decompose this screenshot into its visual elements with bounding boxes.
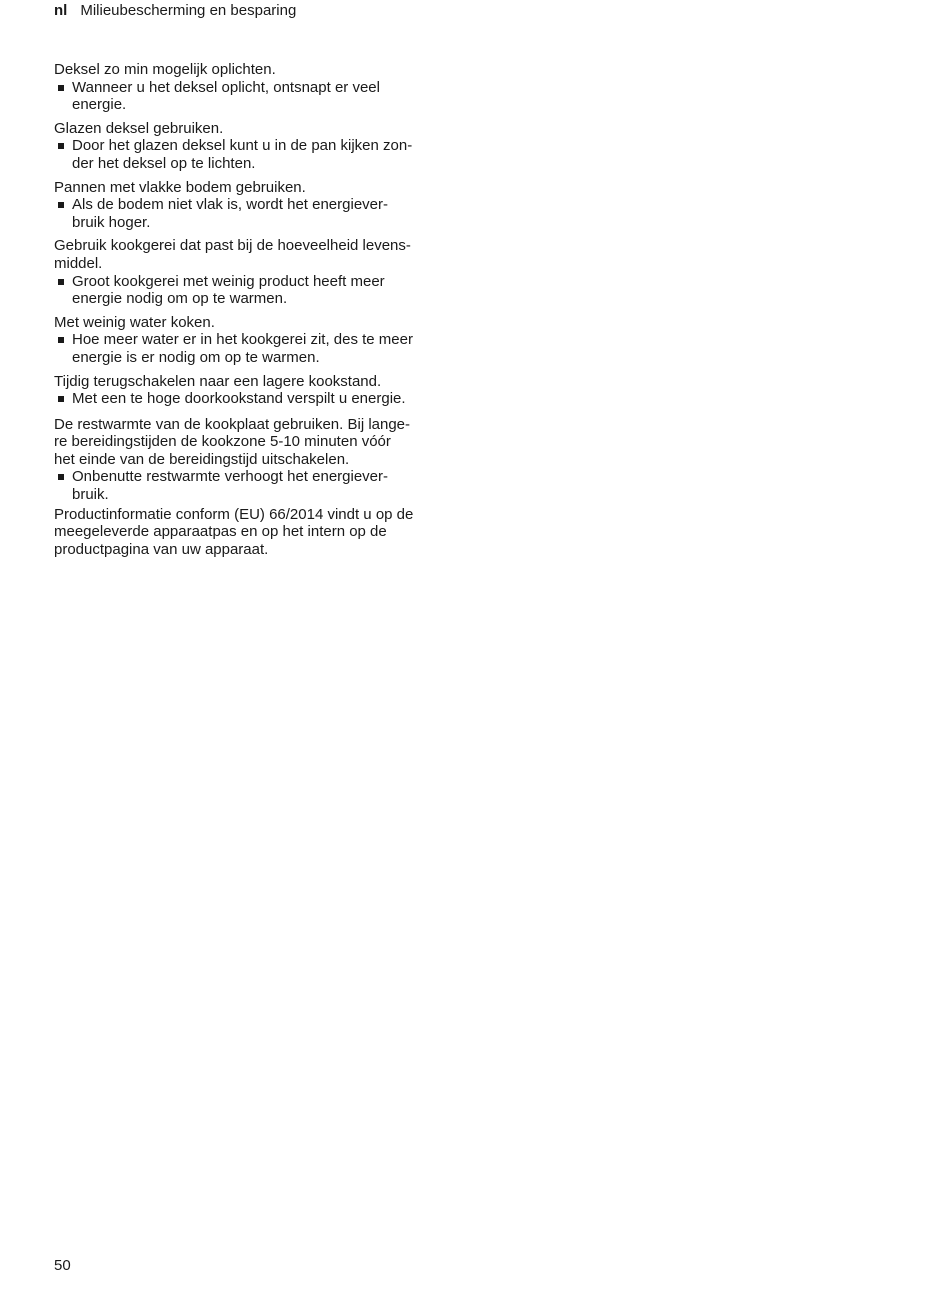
tip-bullet: Hoe meer water er in het kookgerei zit, des te meer energie is er nodig om op te warmen. [54, 331, 464, 366]
tip-lead: Glazen deksel gebruiken. [54, 119, 224, 137]
tip-block [54, 314, 464, 367]
tip-lead: Tijdig terugschakelen naar een lagere kookstand. [54, 372, 382, 390]
tip-bullet: Groot kookgerei met weinig product heeft meer energie nodig om op te warmen. [54, 273, 464, 308]
tip-bullet: Met een te hoge doorkookstand verspilt u energie. [54, 390, 464, 408]
tip-block [54, 416, 464, 504]
section-title: Milieubescherming en besparing [80, 2, 297, 19]
tip-bullet: Als de bodem niet vlak is, wordt het energiever- bruik hoger. [54, 196, 464, 231]
tip-bullet: Onbenutte restwarmte verhoogt het energiever- bruik. [54, 468, 464, 503]
page-header [54, 1, 296, 21]
tip-lead: De restwarmte van de kookplaat gebruiken. Bij lange- re bereidingstijden de kookzone 5-10 minuten vóór het einde van de bereidingstijd uitschakelen. [54, 415, 411, 468]
tip-block [54, 237, 464, 307]
page-number: 50 [54, 1257, 71, 1274]
tip-lead: Pannen met vlakke bodem gebruiken. [54, 178, 306, 196]
tip-block [54, 120, 464, 173]
tip-bullet: Wanneer u het deksel oplicht, ontsnapt er veel energie. [54, 79, 464, 114]
product-info-text: Productinformatie conform (EU) 66/2014 vindt u op de meegeleverde apparaatpas en op het intern op de productpagina van uw apparaat. [54, 505, 414, 558]
tip-block [54, 61, 464, 114]
tip-lead: Met weinig water koken. [54, 313, 215, 331]
section-content [54, 61, 464, 558]
tip-lead: Deksel zo min mogelijk oplichten. [54, 61, 276, 78]
tip-lead: Gebruik kookgerei dat past bij de hoeveelheid levens- middel. [54, 237, 411, 272]
language-code: nl [54, 2, 68, 19]
tip-block [54, 373, 464, 408]
tip-bullet: Door het glazen deksel kunt u in de pan kijken zon- der het deksel op te lichten. [54, 137, 464, 172]
tip-block [54, 179, 464, 232]
